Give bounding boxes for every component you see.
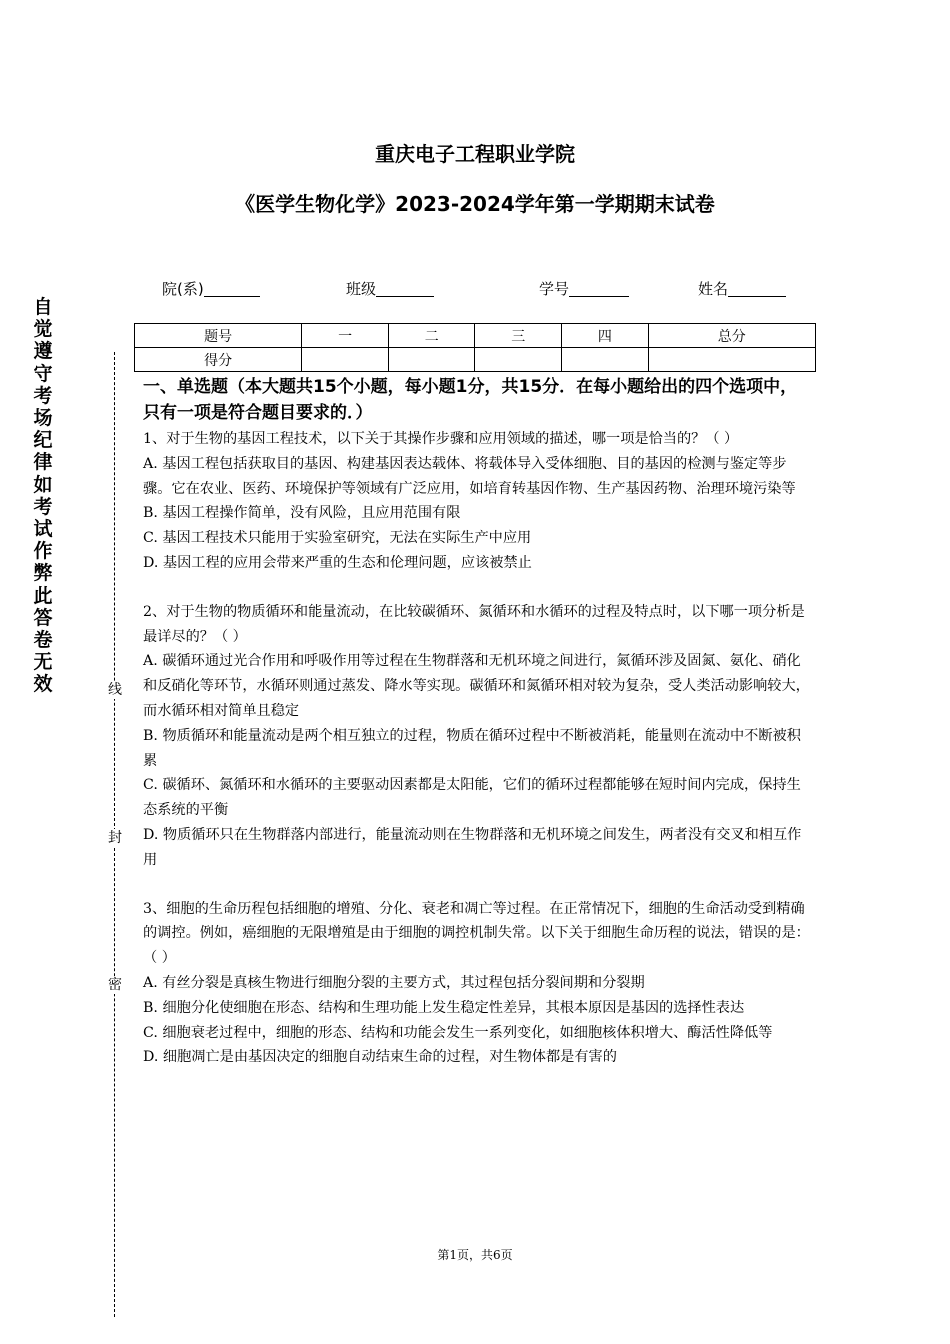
- score-table: [134, 323, 816, 372]
- option-b: B. 基因工程操作简单，没有风险，且应用范围有限: [143, 505, 461, 522]
- score-cell[interactable]: [388, 348, 475, 372]
- score-table-score-row: [135, 348, 816, 372]
- score-table-header-row: [135, 324, 816, 348]
- question-2: [143, 600, 813, 873]
- option-a: A. 基因工程包括获取目的基因、构建基因表达载体、将载体导入受体细胞、目的基因的检测与鉴定等步骤。它在农业、医药、环境保护等领域有广泛应用，如培育转基因作物、生产基因药物、治理环境污染等: [143, 455, 796, 497]
- option-c: C. 碳循环、氮循环和水循环的主要驱动因素都是太阳能，它们的循环过程都能够在短时间内完成，保持生态系统的平衡: [143, 777, 801, 819]
- name-label: 姓名: [698, 280, 729, 298]
- score-cell[interactable]: [562, 348, 649, 372]
- question-stem: 3、细胞的生命历程包括细胞的增殖、分化、衰老和凋亡等过程。在正常情况下，细胞的生命活动受到精确的调控。例如，癌细胞的无限增殖是由于细胞的调控机制失常。以下关于细胞生命历程的说法，错误的是：（ ）: [143, 900, 810, 967]
- score-cell[interactable]: [302, 348, 389, 372]
- header-cell: 四: [562, 324, 649, 348]
- option-c: C. 细胞衰老过程中，细胞的形态、结构和功能会发生一系列变化，如细胞核体积增大、酶活性降低等: [143, 1024, 773, 1041]
- header-cell: 题号: [135, 324, 302, 348]
- header-cell: 一: [302, 324, 389, 348]
- option-d: D. 细胞凋亡是由基因决定的细胞自动结束生命的过程，对生物体都是有害的: [143, 1049, 617, 1066]
- option-c: C. 基因工程技术只能用于实验室研究，无法在实际生产中应用: [143, 530, 532, 547]
- cut-mark-seal: 封: [108, 830, 122, 846]
- exam-content: [143, 374, 813, 1070]
- name-blank[interactable]: [728, 281, 786, 297]
- dept-label: 院(系): [162, 280, 204, 298]
- header-cell: 三: [475, 324, 562, 348]
- cut-mark-line: 线: [108, 682, 122, 698]
- option-d: D. 基因工程的应用会带来严重的生态和伦理问题，应该被禁止: [143, 554, 532, 571]
- question-stem: 1、对于生物的基因工程技术，以下关于其操作步骤和应用领域的描述，哪一项是恰当的？（ ）: [143, 431, 739, 447]
- question-1: [143, 427, 813, 576]
- exam-title: 《医学生物化学》2023-2024学年第一学期期末试卷: [235, 192, 715, 216]
- class-field: [346, 278, 434, 299]
- question-3: [143, 897, 813, 1071]
- option-d: D. 物质循环只在生物群落内部进行，能量流动则在生物群落和无机环境之间发生，两者没有交叉和相互作用: [143, 826, 802, 868]
- class-label: 班级: [346, 280, 377, 298]
- option-a: A. 有丝分裂是真核生物进行细胞分裂的主要方式，其过程包括分裂间期和分裂期: [143, 974, 645, 991]
- section-title: 一、单选题（本大题共15个小题，每小题1分，共15分．在每小题给出的四个选项中，只有一项是符合题目要求的．）: [143, 377, 798, 423]
- cut-mark-secret: 密: [108, 977, 122, 993]
- student-id-label: 学号: [539, 280, 570, 298]
- school-name: 重庆电子工程职业学院: [375, 142, 575, 166]
- option-b: B. 物质循环和能量流动是两个相互独立的过程，物质在循环过程中不断被消耗，能量则在流动中不断被积累: [143, 727, 801, 769]
- student-id-field: [539, 278, 629, 299]
- student-id-blank[interactable]: [569, 281, 629, 297]
- dept-field: [162, 278, 260, 299]
- header-cell: 二: [388, 324, 475, 348]
- dept-blank[interactable]: [204, 281, 260, 297]
- option-a: A. 碳循环通过光合作用和呼吸作用等过程在生物群落和无机环境之间进行，氮循环涉及固氮、氨化、硝化和反硝化等环节，水循环则通过蒸发、降水等实现。碳循环和氮循环相对较为复杂，受人类活动影响较大，而水循环相对简单且稳定: [143, 653, 810, 719]
- score-cell[interactable]: [648, 348, 815, 372]
- class-blank[interactable]: [376, 281, 434, 297]
- page-footer: 第1页，共6页: [437, 1248, 513, 1262]
- score-cell[interactable]: [475, 348, 562, 372]
- question-stem: 2、对于生物的物质循环和能量流动，在比较碳循环、氮循环和水循环的过程及特点时，以下哪一项分析是最详尽的？（ ）: [143, 603, 805, 645]
- option-b: B. 细胞分化使细胞在形态、结构和生理功能上发生稳定性差异，其根本原因是基因的选择性表达: [143, 999, 745, 1016]
- header-cell: 总分: [648, 324, 815, 348]
- exam-rules-notice: 自觉遵守考场纪律如考试作弊此答卷无效: [33, 296, 53, 696]
- name-field: [698, 278, 786, 299]
- score-row-label: 得分: [135, 348, 302, 372]
